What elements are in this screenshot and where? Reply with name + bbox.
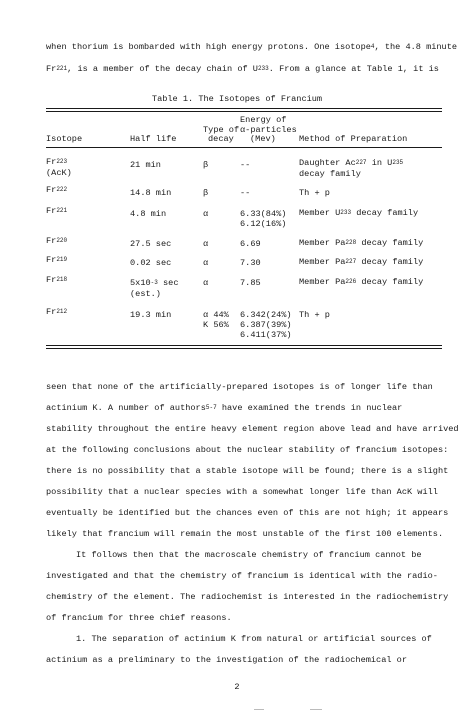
half-life-cell: (est.)	[130, 289, 161, 299]
energy-cell: 6.69	[240, 239, 261, 249]
half-life-cell: 14.8 min	[130, 188, 172, 198]
table-row-isotope: Fr$^{218}$	[46, 275, 68, 285]
half-life-cell: 27.5 sec	[130, 239, 172, 249]
half-life-cell: 0.02 sec	[130, 258, 172, 268]
table-row-isotope: Fr$^{223}$	[46, 157, 68, 167]
table-row-isotope: Fr$^{219}$	[46, 255, 68, 265]
element-symbol: Fr	[46, 64, 57, 74]
energy-cell: 6.387(39%)	[240, 320, 292, 330]
table-row-isotope: Fr$^{212}$	[46, 307, 68, 317]
table-top-rule	[46, 108, 442, 109]
half-life-cell: 21 min	[130, 160, 161, 170]
mass-number: 233	[257, 65, 269, 72]
method-cell: Member $U^{233}$ decay family	[299, 208, 419, 218]
half-life-cell: 19.3 min	[130, 310, 172, 320]
intro-line-1	[46, 42, 457, 53]
half-life-cell: 4.8 min	[130, 209, 167, 219]
method-cell: Th + p	[299, 310, 330, 320]
page-number: 2	[234, 682, 240, 692]
method-cell: decay family	[299, 169, 361, 179]
table-bottom-rule	[46, 345, 442, 346]
energy-cell: --	[240, 160, 251, 170]
table-row-isotope: Fr$^{221}$	[46, 206, 68, 216]
body-line: It follows then that the macroscale chemistry of francium cannot be	[76, 550, 422, 560]
header-decay-1: Type of	[203, 125, 240, 135]
body-line: seen that none of the artificially-prepared isotopes is of longer life than	[46, 382, 433, 392]
footnote-ref: 4	[370, 43, 375, 50]
table-row-isotope: Fr$^{220}$	[46, 236, 68, 246]
header-energy-3: (Mev)	[250, 134, 276, 144]
method-cell: Th + p	[299, 188, 330, 198]
scan-speck-marks	[250, 707, 330, 713]
header-method: Method of Preparation	[299, 134, 408, 144]
body-line: of francium for three chief reasons.	[46, 613, 232, 623]
body-line: likely that francium will remain the most unstable of the first 100 elements.	[46, 529, 444, 539]
intro-line-2	[46, 64, 439, 75]
header-energy-2: α-particles	[240, 125, 297, 135]
decay-cell: α	[203, 258, 209, 268]
mass-number: 221	[56, 65, 68, 72]
decay-cell: α	[203, 209, 209, 219]
intro-text: , is a member of the decay chain of U	[67, 64, 258, 74]
method-cell: Member Pa$^{226}$ decay family	[299, 277, 424, 287]
header-energy-1: Energy of	[240, 115, 287, 125]
table-row-isotope: Fr$^{222}$	[46, 185, 68, 195]
decay-cell: α 44%	[203, 310, 229, 320]
body-line: actinium K. A number of authors$^{5-7}$ have examined the trends in nuclear	[46, 403, 403, 413]
decay-cell: α	[203, 239, 209, 249]
footnote-ref: 5-7	[205, 404, 217, 411]
intro-text: , the 4.8 minute	[374, 42, 458, 52]
intro-text: when thorium is bombarded with high energy protons. One isotope	[46, 42, 371, 52]
energy-cell: 7.85	[240, 278, 261, 288]
method-cell: Member Pa$^{228}$ decay family	[299, 238, 424, 248]
energy-cell: 6.33(84%)	[240, 209, 287, 219]
energy-cell: --	[240, 188, 251, 198]
body-line: at the following conclusions about the nuclear stability of francium isotopes:	[46, 445, 449, 455]
scan-speck	[250, 706, 330, 716]
decay-cell: α	[203, 278, 209, 288]
table-top-rule	[46, 111, 442, 112]
body-line: actinium as a preliminary to the investigation of the radiochemical or	[46, 655, 407, 665]
decay-cell: β	[203, 188, 209, 198]
method-cell: Member Pa$^{227}$ decay family	[299, 257, 424, 267]
table-title: Table 1. The Isotopes of Francium	[151, 94, 323, 104]
energy-cell: 7.30	[240, 258, 261, 268]
header-half-life: Half life	[130, 134, 177, 144]
header-rule	[46, 147, 442, 148]
energy-cell: 6.342(24%)	[240, 310, 292, 320]
intro-text: . From a glance at Table 1, it is	[268, 64, 439, 74]
isotope-note: (AcK)	[46, 168, 72, 178]
body-line: stability throughout the entire heavy element region above lead and have arrived	[46, 424, 459, 434]
body-line: there is no possibility that a stable isotope will be found; there is a slight	[46, 466, 449, 476]
body-line: eventually be identified but the chances even of this are not high; it appears	[46, 508, 449, 518]
body-line: chemistry of the element. The radiochemist is interested in the radiochemistry	[46, 592, 449, 602]
energy-cell: 6.411(37%)	[240, 330, 292, 340]
header-isotope: Isotope	[46, 134, 83, 144]
decay-cell: K 56%	[203, 320, 229, 330]
half-life-cell: $5x10^{-3}$ sec	[130, 278, 179, 288]
decay-cell: β	[203, 160, 209, 170]
method-cell: Daughter Ac$^{227}$ in $U^{235}$	[299, 158, 404, 168]
energy-cell: 6.12(16%)	[240, 219, 287, 229]
body-line: possibility that a nuclear species with a somewhat longer life than AcK will	[46, 487, 438, 497]
header-decay-2: decay	[208, 134, 234, 144]
body-line: investigated and that the chemistry of francium is identical with the radio-	[46, 571, 438, 581]
body-line: 1. The separation of actinium K from natural or artificial sources of	[76, 634, 432, 644]
table-bottom-rule	[46, 348, 442, 349]
